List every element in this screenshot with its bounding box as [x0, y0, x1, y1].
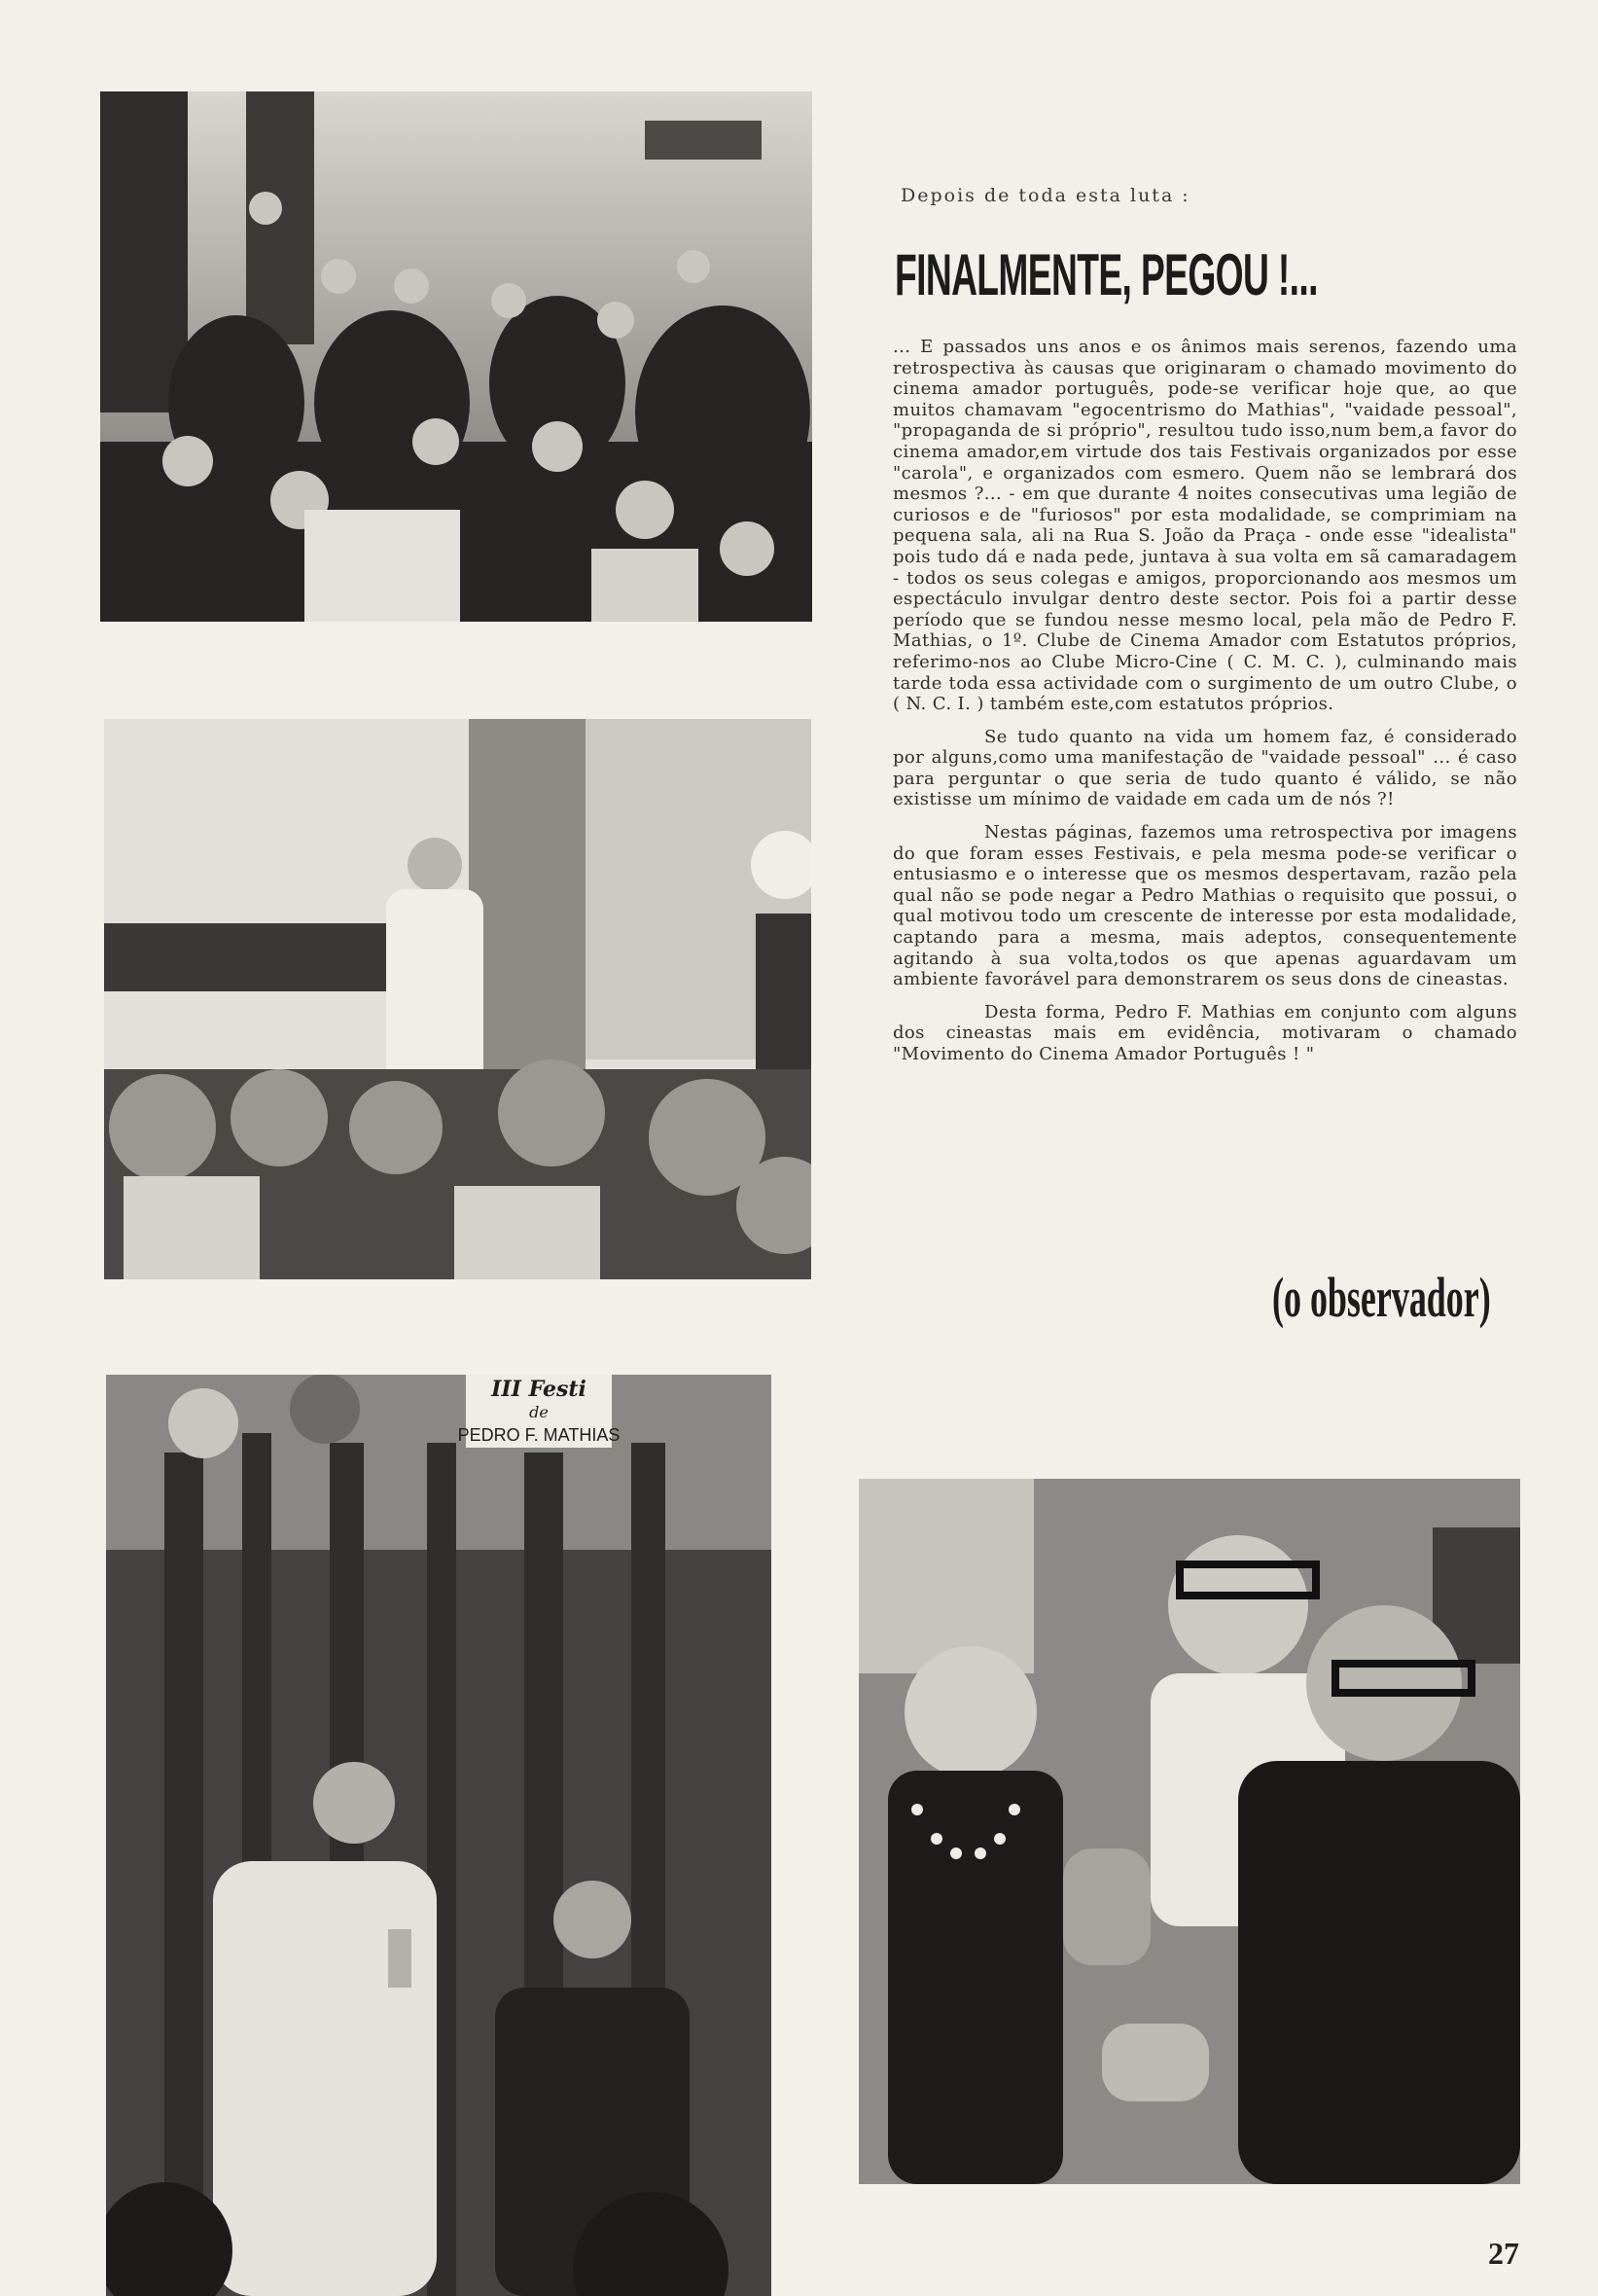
- banner-line-3: PEDRO F. MATHIAS: [457, 1425, 621, 1445]
- photo-speaker-addressing-audience: [104, 719, 811, 1279]
- article-paragraph: Se tudo quanto na vida um homem faz, é considerado por alguns,como uma manifestação de "vaidade pessoal" ... é caso para perguntar o que seria de tudo quanto é válido, se não existisse um mínimo de vaidade em cada um de nós ?!: [893, 726, 1517, 810]
- banner-line-1: III Festi: [491, 1377, 586, 1402]
- photo-audience-crowd: [100, 91, 812, 622]
- article-paragraph: Desta forma, Pedro F. Mathias em conjunto com alguns dos cineastas mais em evidência, motivaram o chamado "Movimento do Cinema Amador Português ! ": [893, 1001, 1517, 1064]
- photo-trophy-presentation: [106, 1375, 771, 2296]
- page-number: 27: [1488, 2236, 1519, 2271]
- article-kicker: Depois de toda esta luta :: [901, 185, 1190, 206]
- article-byline: (o observador): [1272, 1266, 1491, 1329]
- article-body: [893, 337, 1517, 1077]
- article-paragraph: ... E passados uns anos e os ânimos mais serenos, fazendo uma retrospectiva às causas que originaram o chamado movimento do cinema amador português, pode-se verificar hoje que, ao que muitos chamavam "egocentrismo do Mathias", "vaidade pessoal", "propaganda de si próprio", resultou tudo isso,num bem,a favor do cinema amador,em virtude dos tais Festivais organizados por esse "carola", e organizados com esmero. Quem não se lembrará dos mesmos ?... - em que durante 4 noites consecutivas uma legião de curiosos e de "furiosos" por esta modalidade, se comprimiam na pequena sala, ali na Rua S. João da Praça - onde esse "idealista" pois tudo dá e nada pede, juntava à sua volta em sã camaradagem - todos os seus colegas e amigos, proporcionando aos mesmos um espectáculo invulgar dentro deste sector. Pois foi a partir desse período que se fundou nesse mesmo local, pela mão de Pedro F. Mathias, o 1º. Clube de Cinema Amador com Estatutos próprios, referimo-nos ao Clube Micro-Cine ( C. M. C. ), culminando mais tarde toda essa actividade com o surgimento de um outro Clube, o ( N. C. I. ) também este,com estatutos próprios.: [893, 337, 1517, 715]
- photo-smiling-guests: [859, 1479, 1520, 2184]
- article-headline: FINALMENTE, PEGOU !...: [895, 242, 1318, 307]
- article-paragraph: Nestas páginas, fazemos uma retrospectiva por imagens do que foram esses Festivais, e pela mesma pode-se verificar o entusiasmo e o interesse que os mesmos despertavam, razão pela qual não se pode negar a Pedro Mathias o requisito que possui, o qual motivou todo um crescente de interesse por esta modalidade, captando para a mesma, mais adeptos, consequentemente agitando à sua volta,todos os que apenas aguardavam um ambiente favorável para demonstrarem os seus dons de cineastas.: [893, 822, 1517, 990]
- banner-line-2: de: [529, 1403, 549, 1421]
